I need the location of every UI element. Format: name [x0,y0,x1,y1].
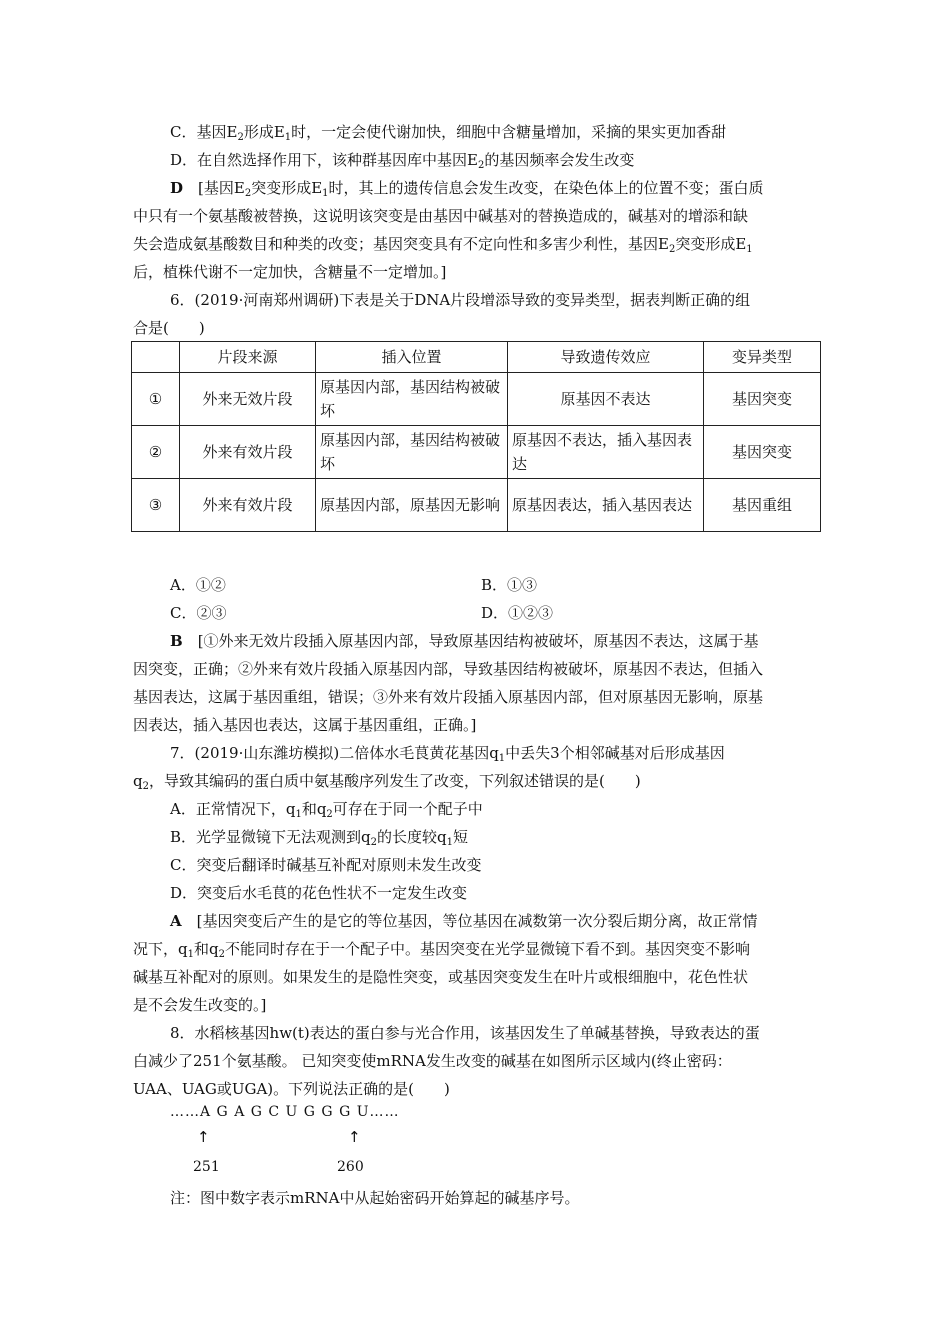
mrna-sequence: ……A G A G C U G G G U…… [170,1104,400,1120]
table-cell: 基因重组 [704,479,821,532]
table-cell: 原基因内部，基因结构被破坏 [316,373,508,426]
q8-stem: 白减少了251个氨基酸。 已知突变使mRNA发生改变的碱基在如图所示区域内(终止密码： [133,1052,732,1070]
table-header-cell: 导致遗传效应 [508,342,704,373]
table-cell: 原基因表达，插入基因表达 [508,479,704,532]
table-row [132,373,821,426]
q5-explanation-line: 中只有一个氨基酸被替换，这说明该突变是由基因中碱基对的替换造成的，碱基对的增添和缺 [133,207,749,225]
q6-answer: B [170,632,183,650]
table-header-cell: 变异类型 [704,342,821,373]
q7-explanation-line: A [基因突变后产生的是它的等位基因，等位基因在减数第一次分裂后期分离，故正常情 [170,912,758,930]
table-cell: 外来有效片段 [180,479,316,532]
q5-answer: D [170,179,184,197]
table-header-cell: 插入位置 [316,342,508,373]
q7-explanation-line: 况下，$q_1$和$q_2$不能同时存在于一个配子中。基因突变在光学显微镜下看不到。基因突变不影响 [133,940,750,960]
table-cell: 外来无效片段 [180,373,316,426]
table-cell: 基因突变 [704,373,821,426]
q5-option-c: C．基因$E_2$形成$E_1$时，一定会使代谢加快，细胞中含糖量增加，采摘的果实更加香甜 [170,123,727,143]
q7-option-b: B．光学显微镜下无法观测到$q_2$的长度较$q_1$短 [170,828,469,848]
table-header-cell: 片段来源 [180,342,316,373]
q7-stem: 7．(2019·山东潍坊模拟)二倍体水毛茛黄花基因$q_1$中丢失3个相邻碱基对后形成基因 [170,744,725,764]
table-header-cell [132,342,180,373]
table-cell: 原基因不表达 [508,373,704,426]
up-arrow-icon: ↑ [348,1128,361,1146]
q6-stem: 6．(2019·河南郑州调研)下表是关于DNA片段增添导致的变异类型，据表判断正确的组 [170,291,751,309]
q6-explanation-line: 基因表达，这属于基因重组，错误；③外来有效片段插入原基因内部，但对原基因无影响，原基 [133,688,764,706]
q6-stem: 合是( ) [133,319,205,337]
q7-option-a: A．正常情况下，$q_1$和$q_2$可存在于同一个配子中 [170,800,483,820]
table-row [132,479,821,532]
q7-explanation-line: 碱基互补配对的原则。如果发生的是隐性突变，或基因突变发生在叶片或根细胞中，花色性状 [133,968,749,986]
up-arrow-icon: ↑ [197,1128,210,1146]
q7-stem: $q_2$，导致其编码的蛋白质中氨基酸序列发生了改变，下列叙述错误的是( ) [133,772,641,792]
q5-explanation-line: 失会造成氨基酸数目和种类的改变；基因突变具有不定向性和多害少利性，基因$E_2$突变形成$E_1$ [133,235,753,255]
table-cell: 外来有效片段 [180,426,316,479]
q7-option-c: C．突变后翻译时碱基互补配对原则未发生改变 [170,856,482,874]
q6-option-b: B．①③ [481,576,538,594]
q5-option-d: D．在自然选择作用下，该种群基因库中基因$E_2$的基因频率会发生改变 [170,151,635,171]
table-cell: 原基因不表达，插入基因表达 [508,426,704,479]
table-cell: ③ [132,479,180,532]
position-label-260: 260 [337,1159,364,1175]
table-cell: 原基因内部，原基因无影响 [316,479,508,532]
q8-stem: 8．水稻核基因hw(t)表达的蛋白参与光合作用，该基因发生了单碱基替换，导致表达的蛋 [170,1024,760,1042]
table-header-row [132,342,821,373]
q7-answer: A [170,912,182,930]
q6-option-d: D．①②③ [481,604,554,622]
q5-explanation-line: 后，植株代谢不一定加快，含糖量不一定增加。] [133,263,447,281]
q7-explanation-line: 是不会发生改变的。] [133,996,267,1014]
q8-note: 注：图中数字表示mRNA中从起始密码开始算起的碱基序号。 [170,1189,580,1207]
table-cell: ① [132,373,180,426]
q6-explanation-line: 因表达，插入基因也表达，这属于基因重组，正确。] [133,716,477,734]
position-label-251: 251 [193,1159,220,1175]
table-row [132,426,821,479]
table-cell: ② [132,426,180,479]
q5-explanation-line: D [基因$E_2$突变形成$E_1$时，其上的遗传信息会发生改变，在染色体上的位置不变；蛋白质 [170,179,764,199]
q6-option-a: A．①② [170,576,226,594]
q8-stem: UAA、UAG或UGA)。下列说法正确的是( ) [133,1080,450,1098]
table-cell: 原基因内部，基因结构被破坏 [316,426,508,479]
q6-explanation-line: B [①外来无效片段插入原基因内部，导致原基因结构被破坏，原基因不表达，这属于基 [170,632,759,650]
q6-table [131,341,821,532]
q6-explanation-line: 因突变，正确；②外来有效片段插入原基因内部，导致基因结构被破坏，原基因不表达，但插入 [133,660,764,678]
q6-option-c: C．②③ [170,604,227,622]
table-cell: 基因突变 [704,426,821,479]
q7-option-d: D．突变后水毛茛的花色性状不一定发生改变 [170,884,468,902]
